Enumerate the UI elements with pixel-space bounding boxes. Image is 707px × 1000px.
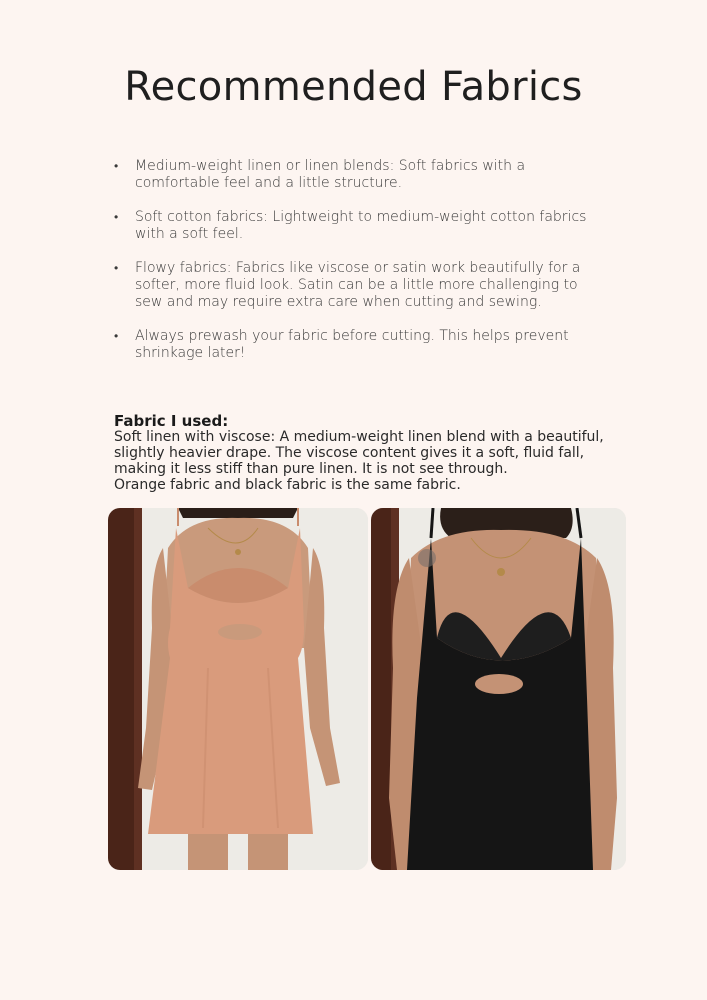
- list-item: • Flowy fabrics: Fabrics like viscose or satin work beautifully for a softer, more fluid look. Satin can be a little more challenging to sew and may require extra care when cutting and sewing.: [108, 260, 608, 311]
- fabric-used-note: Orange fabric and black fabric is the same fabric.: [114, 477, 461, 493]
- black-dress-photo: [371, 508, 626, 870]
- fabric-used-description: Soft linen with viscose: A medium-weight linen blend with a beautiful, slightly heavier drape. The viscose content gives it a soft, fluid fall, making it less stiff than pure linen. It is not see through.: [114, 429, 604, 477]
- fabric-recommendation-list: [108, 158, 608, 379]
- list-item: • Always prewash your fabric before cutting. This helps prevent shrinkage later!: [108, 328, 608, 362]
- orange-dress-photo: [108, 508, 368, 870]
- list-item: • Soft cotton fabrics: Lightweight to medium-weight cotton fabrics with a soft feel.: [108, 209, 608, 243]
- fabric-used-section: [114, 413, 634, 493]
- page-title: Recommended Fabrics: [124, 64, 583, 110]
- fabric-used-heading: Fabric I used:: [114, 412, 229, 430]
- list-item: • Medium-weight linen or linen blends: Soft fabrics with a comfortable feel and a little structure.: [108, 158, 608, 192]
